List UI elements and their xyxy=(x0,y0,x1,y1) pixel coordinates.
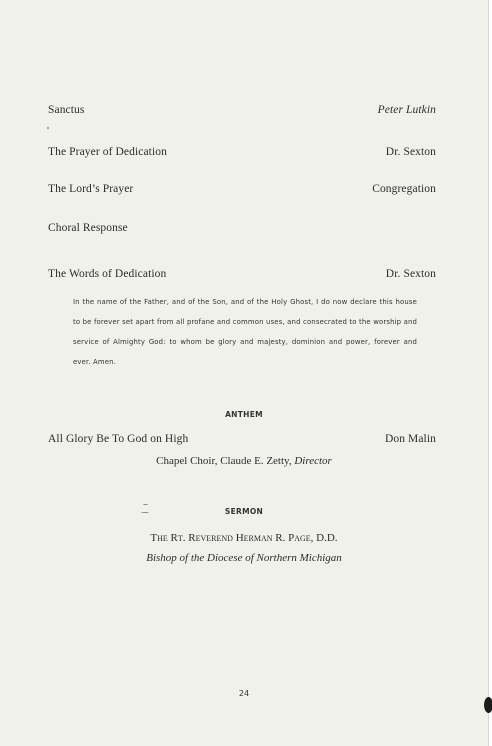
item-performer: Congregation xyxy=(372,183,436,195)
item-performer: Dr. Sexton xyxy=(385,268,436,280)
paper-speck xyxy=(47,127,49,129)
anthem-row xyxy=(48,433,436,445)
paper-speck xyxy=(143,504,148,505)
item-performer: Dr. Sexton xyxy=(385,146,436,158)
item-title: The Prayer of Dedication xyxy=(48,146,167,158)
binding-hole-mark xyxy=(484,697,492,713)
program-item-choral-response xyxy=(48,222,436,234)
item-title: The Lord’s Prayer xyxy=(48,183,134,195)
item-performer: Peter Lutkin xyxy=(377,104,436,116)
dedication-text: In the name of the Father, and of the Son, and of the Holy Ghost, I do now declare this house to be forever set apart from all profane and common uses, and consecrated to the worship and service of Almighty God: to whom be glory and majesty, dominion and power, forever and ever. Amen. xyxy=(73,298,417,366)
program-item-lords-prayer xyxy=(48,183,436,195)
item-title: Choral Response xyxy=(48,222,128,234)
choir-name: Chapel Choir, Claude E. Zetty, xyxy=(156,455,295,467)
item-title: The Words of Dedication xyxy=(48,268,167,280)
paper-speck xyxy=(141,512,149,513)
page-number: 24 xyxy=(238,689,250,698)
anthem-composer: Don Malin xyxy=(384,433,436,445)
item-title: Sanctus xyxy=(48,104,85,116)
program-item-sanctus xyxy=(48,104,436,116)
program-item-prayer-of-dedication xyxy=(48,146,436,158)
sermon-preacher: The Rt. Reverend Herman R. Page, D.D. xyxy=(150,532,338,544)
anthem-title: All Glory Be To God on High xyxy=(48,433,189,445)
anthem-heading: ANTHEM xyxy=(225,410,263,419)
anthem-choir xyxy=(0,455,488,467)
choir-role: Director xyxy=(294,455,332,467)
program-item-words-of-dedication xyxy=(48,268,436,280)
sermon-heading: SERMON xyxy=(224,507,264,516)
sermon-preacher-title: Bishop of the Diocese of Northern Michigan xyxy=(146,552,342,564)
